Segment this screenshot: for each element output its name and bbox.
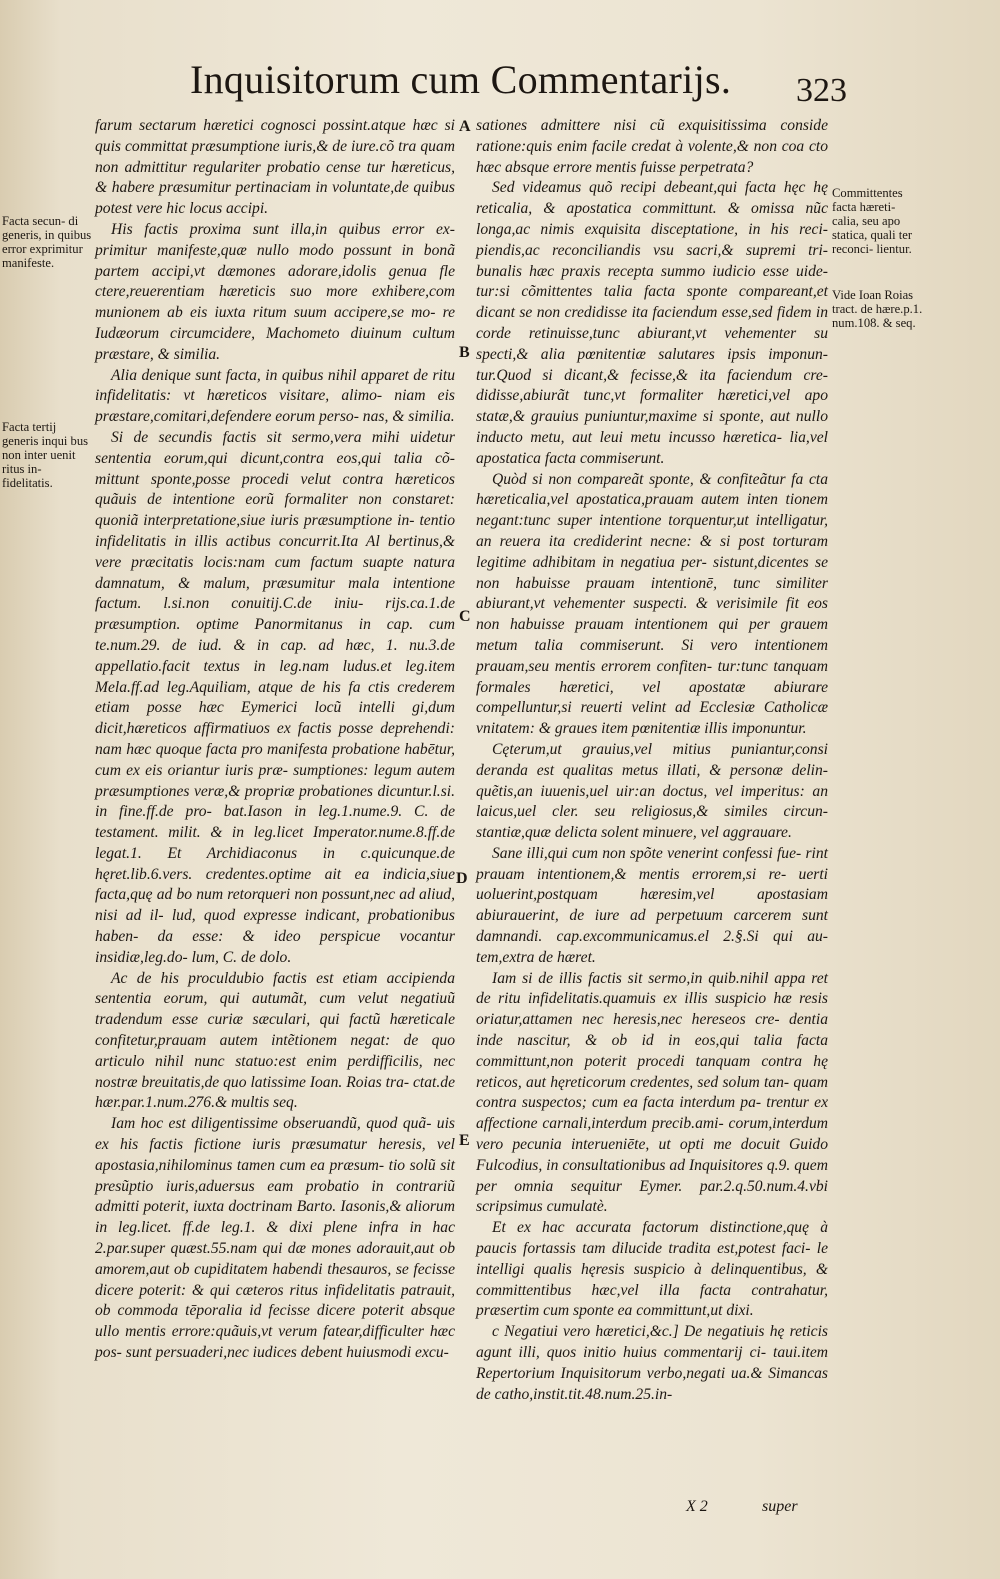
page-number: 323	[796, 72, 847, 109]
paragraph: Iam hoc est diligentissime obseruandũ, quod quã- uis ex his factis fictione iuris præsumatur heresis, vel apostasia,nihilominus tamen cum ea præsum- tio solũ sit presũptio iuris,aduersus eam probatio in contrariũ admitti poterit, iuxta doctrinam Barto. Iasonis,& aliorum in leg.licet. ff.de leg.1. & dixi plene infra in hac 2.par.super quæst.55.nam qui dæ mones adorauit,aut ob amorem,aut ob cupiditatem habendi thesauros, se fecisse dicere poterit: & qui cæteros ritus infidelitatis patrauit, ob commoda tēporalia id fecisse dicere poterit absque ullo mentis errore:quãuis,vt verum fatear,difficulter hæc pos- sunt persuaderi,nec iudices debent huiusmodi excu-	[95, 1115, 455, 1362]
section-letter-a: A	[459, 118, 471, 135]
section-letter-c: C	[459, 608, 471, 625]
paragraph: Alia denique sunt facta, in quibus nihil apparet de ritu infidelitatis: vt hæreticos visitare, alimo- niam eis præstare,comitari,defendere eorum perso- nas, & similia.	[95, 366, 455, 426]
right-column	[476, 116, 828, 1405]
margin-note-left-2: Facta tertij generis inqui bus non inter uenit ritus in- fidelitatis.	[2, 420, 89, 490]
section-letter-e: E	[459, 1132, 470, 1149]
paragraph: Cęterum,ut grauius,vel mitius puniantur,consi deranda est qualitas metus illati, & personæ delin- quẽtis,an iuuenis,uel uir:an doctus, vel imperitus: an laicus,uel cler. seu religiosus,& similes circun- stantiæ,quæ delicta solent minuere, vel aggrauare.	[476, 740, 828, 842]
paragraph: Ac de his proculdubio factis est etiam accipienda sententia eorum, qui autumãt, cum velut negatiuũ tradendum esse curiæ sæculari, qui factũ hæreticale confitetur,prauam autem intẽtionem negat: de quo articulo nihil nunc statuo:est enim perdifficilis, nec nostræ breuitatis,de quo latissime Ioan. Roias tra- ctat.de hær.par.1.num.276.& multis seq.	[95, 969, 455, 1112]
paragraph: Et ex hac accurata factorum distinctione,quę à paucis fortassis tam dilucide tradita est,potest faci- le intelligi qualis hęresis suspicio à delinquentibus, & committentibus hæc,vel illa facta contrahatur, præsertim cum sponte ea committunt,ut dixi.	[476, 1219, 828, 1320]
margin-note-left-1: Facta secun- di generis, in quibus error exprimitur manifeste.	[2, 214, 92, 270]
paragraph: Iam si de illis factis sit sermo,in quib.nihil appa ret de ritu infidelitatis.quamuis ex illis suspicio hæ resis oriatur,attamen nec heresis,nec hereseos cre- dentia inde nascitur, & ob id in eos,qui talia facta committunt,non poterit procedi tanquam contra hę reticos, aut hęreticorum credentes, sed solum tan- quam contra suspectos; cum ea facta interdum pa- trentur ex affectione carnali,interdum precib.ami- corum,interdum vero pecunia interueniēte, ut opti me docuit Guido Fulcodius, in consultationibus ad Inquisitores q.9. quem per omnia sequitur Eymer. par.2.q.50.num.4.vbi scripsimus cumulatè.	[476, 969, 828, 1216]
paragraph: sationes admittere nisi cũ exquisitissima conside ratione:quis enim facile credat à volente,& non coa cto hæc absque errore mentis fuisse perpetrata?	[476, 117, 828, 176]
section-letter-d: D	[456, 870, 468, 887]
margin-note-right-1: Committentes facta hæreti- calia, seu apo statica, quali ter reconci- lientur.	[832, 186, 913, 256]
paragraph: His factis proxima sunt illa,in quibus error ex- primitur manifeste,quæ nullo modo possunt in bonã partem accipi,vt dæmones adorare,idolis genua fle ctere,reuerentiam hæreticis suo more exhibere,com munionem ab eis iuxta ritum suum accipere,se mo- re Iudæorum circumcidere, Machometo diuinum cultum præstare, & similia.	[95, 220, 455, 363]
paragraph: farum sectarum hæretici cognosci possint.atque hæc si quis committat præsumptione iuris,& de iure.cõ tra quam non admittitur regulariter probatio cense tur hæreticus, & habere præsumitur pertinaciam in voluntate,de quibus potest vere hic locus accipi.	[95, 117, 455, 218]
section-letter-b: B	[459, 344, 470, 361]
catchword: super	[762, 1498, 798, 1515]
margin-note-right-2: Vide Ioan Roias tract. de hære.p.1. num.108. & seq.	[832, 288, 923, 330]
paragraph: Si de secundis factis sit sermo,vera mihi uidetur sententia eorum,qui dicunt,contra eos,qui talia cõ- mittunt sponte,posse procedi velut contra hæreticos quãuis de intentione eorũ formaliter non constaret: quoniã interpretatione,siue iuris præsumptione in- tentio infidelitatis in illis actibus concurrit.Ita Al bertinus,& vere præcitatis locis:nam cum factum suapte natura damnatum, & malum, præsumitur mala intentione factum. l.si.non conuitij.C.de iniu- rijs.ca.1.de præsumption. optime Panormitanus in cap. cum te.num.29. de iud. & in cap. ad hæc, 1. nu.3.de appellatio.facit textus in leg.nam ludus.et leg.item Mela.ff.ad leg.Aquiliam, atque de his fa ctis crederem etiam posse hæc Eymerici locũ intelli gi,dum dicit,hæreticos affirmatiuos ex factis posse deprehendi: nam hæc quoque facta pro manifesta probatione habētur, cum ex eis oriantur iuris præ- sumptiones: legum autem præsumptiones veræ,& propriæ probationes dicuntur.l.si. in fine.ff.de pro- bat.Iason in leg.1.nume.9. C. de testament. milit. & in leg.licet Imperator.nume.8.ff.de legat.1. Et Archidiaconus in c.quicunque.de hęret.lib.6.vers. credentes.optime ait ea indicia,siue facta,quę ad bo num retorqueri non possunt,nec ad aliud, nisi ad il- lud, quod expresse indicant, probationibus haben- da esse: & ideo perspicue vocantur insidiæ,leg.do- lum, C. de dolo.	[95, 428, 455, 966]
paragraph: Sane illi,qui cum non spõte venerint confessi fue- rint prauam intentionem,& mentis errorem,si re- uerti uoluerint,postquam hæresim,vel apostasiam abiurauerint, de iure ad perpetuum carcerem sunt damnandi. cap.excommunicamus.el 2.§.Si qui au- tem,extra de hæret.	[476, 844, 828, 966]
paragraph: c Negatiui vero hæretici,&c.] De negatiuis hę reticis agunt illi, quos initio huius commentarij ci- taui.item Repertorium Inquisitorum verbo,negati ua.& Simancas de catho,instit.tit.48.num.25.in-	[476, 1323, 828, 1403]
running-head-title: Inquisitorum cum Commentarijs.	[190, 57, 732, 102]
paragraph: Sed videamus quõ recipi debeant,qui facta hęc hę reticalia, & apostatica committunt. & omissa nũc longa,ac nimis exquisita disceptatione, in his reci- piendis,ac reconciliandis vsu sacri,& supremi tri- bunalis hæc praxis recepta summo iudicio esse uide- tur:si cõmittentes talia facta sponte compareant,et dicant se non credidisse ita faciendum esse,sed fidem in corde retinuisse,tunc abiurant,vt vehementer su specti,& alia pœnitentiæ salutares ipsis imponun- tur.Quod si dicant,& fecisse,& ita faciendum cre- didisse,abiurãt tunc,vt formaliter hæretici,vel apo statæ,& grauius puniuntur,maxime si sponte, aut nullo inducto metu, aut leui metu incusso hæretica- lia,vel apostatica facta commiserunt.	[476, 179, 828, 467]
signature-mark: X 2	[686, 1498, 708, 1515]
left-column	[95, 116, 455, 1364]
paragraph: Quòd si non compareãt sponte, & confiteãtur fa cta hæreticalia,vel apostatica,prauam autem inten tionem negant:tunc super intentione torquentur,ut intelligatur, an reuera ita crediderint necne: & si post torturam legitime adhibitam in negatiua per- sistunt,dicentes se non habuisse prauam intentionē, tunc similiter abiurant,vt vehementer suspecti. & verisimile fit eos non habuisse prauam intentionem qui per grauem metum talia commiserunt. Si vero intentionem prauam,seu mentis errorem confiten- tur:tunc tanquam formales hæretici, vel apostatæ abiurare compelluntur,si reuerti velint ad Ecclesiæ Catholicæ vnitatem: & graues item pœnitentiæ illis imponuntur.	[476, 470, 828, 738]
